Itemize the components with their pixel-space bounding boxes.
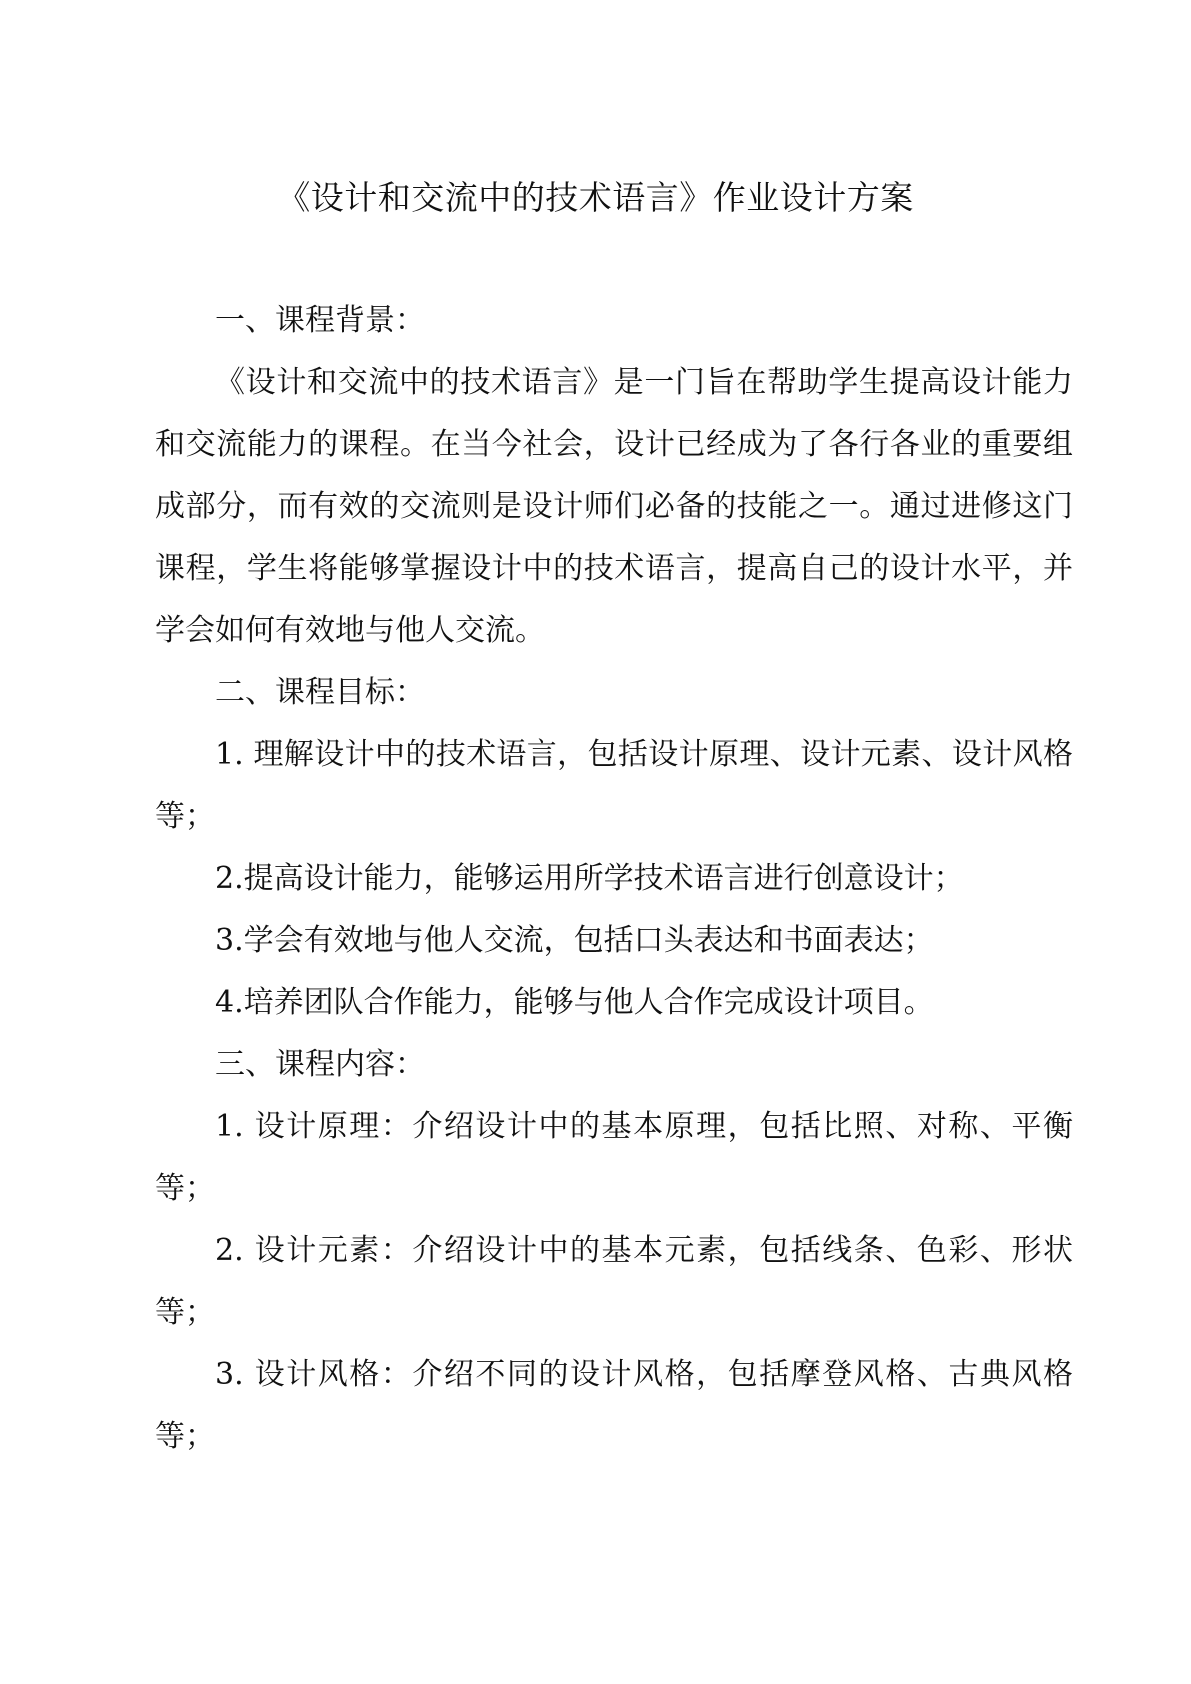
document-body [155, 290, 1073, 1468]
document-title: 《设计和交流中的技术语言》作业设计方案 [277, 178, 914, 217]
content-item-2: 2. 设计元素：介绍设计中的基本元素，包括线条、色彩、形状等； [155, 1233, 1073, 1330]
section-heading-content: 三、课程内容： [215, 1047, 425, 1082]
goal-item-3: 3.学会有效地与他人交流，包括口头表达和书面表达； [215, 923, 934, 958]
background-paragraph: 《设计和交流中的技术语言》是一门旨在帮助学生提高设计能力和交流能力的课程。在当今社会，设计已经成为了各行各业的重要组成部分，而有效的交流则是设计师们必备的技能之一。通过进修这门课程，学生将能够掌握设计中的技术语言，提高自己的设计水平，并学会如何有效地与他人交流。 [155, 365, 1073, 648]
goal-item-2: 2.提高设计能力，能够运用所学技术语言进行创意设计； [215, 861, 964, 896]
goal-item-1: 1. 理解设计中的技术语言，包括设计原理、设计元素、设计风格等； [155, 737, 1073, 834]
section-heading-background: 一、课程背景： [215, 303, 425, 338]
content-item-1: 1. 设计原理：介绍设计中的基本原理，包括比照、对称、平衡等； [155, 1109, 1073, 1206]
section-heading-goals: 二、课程目标： [215, 675, 425, 710]
goal-item-4: 4.培养团队合作能力，能够与他人合作完成设计项目。 [215, 985, 934, 1020]
content-item-3: 3. 设计风格：介绍不同的设计风格，包括摩登风格、古典风格等； [155, 1357, 1073, 1454]
